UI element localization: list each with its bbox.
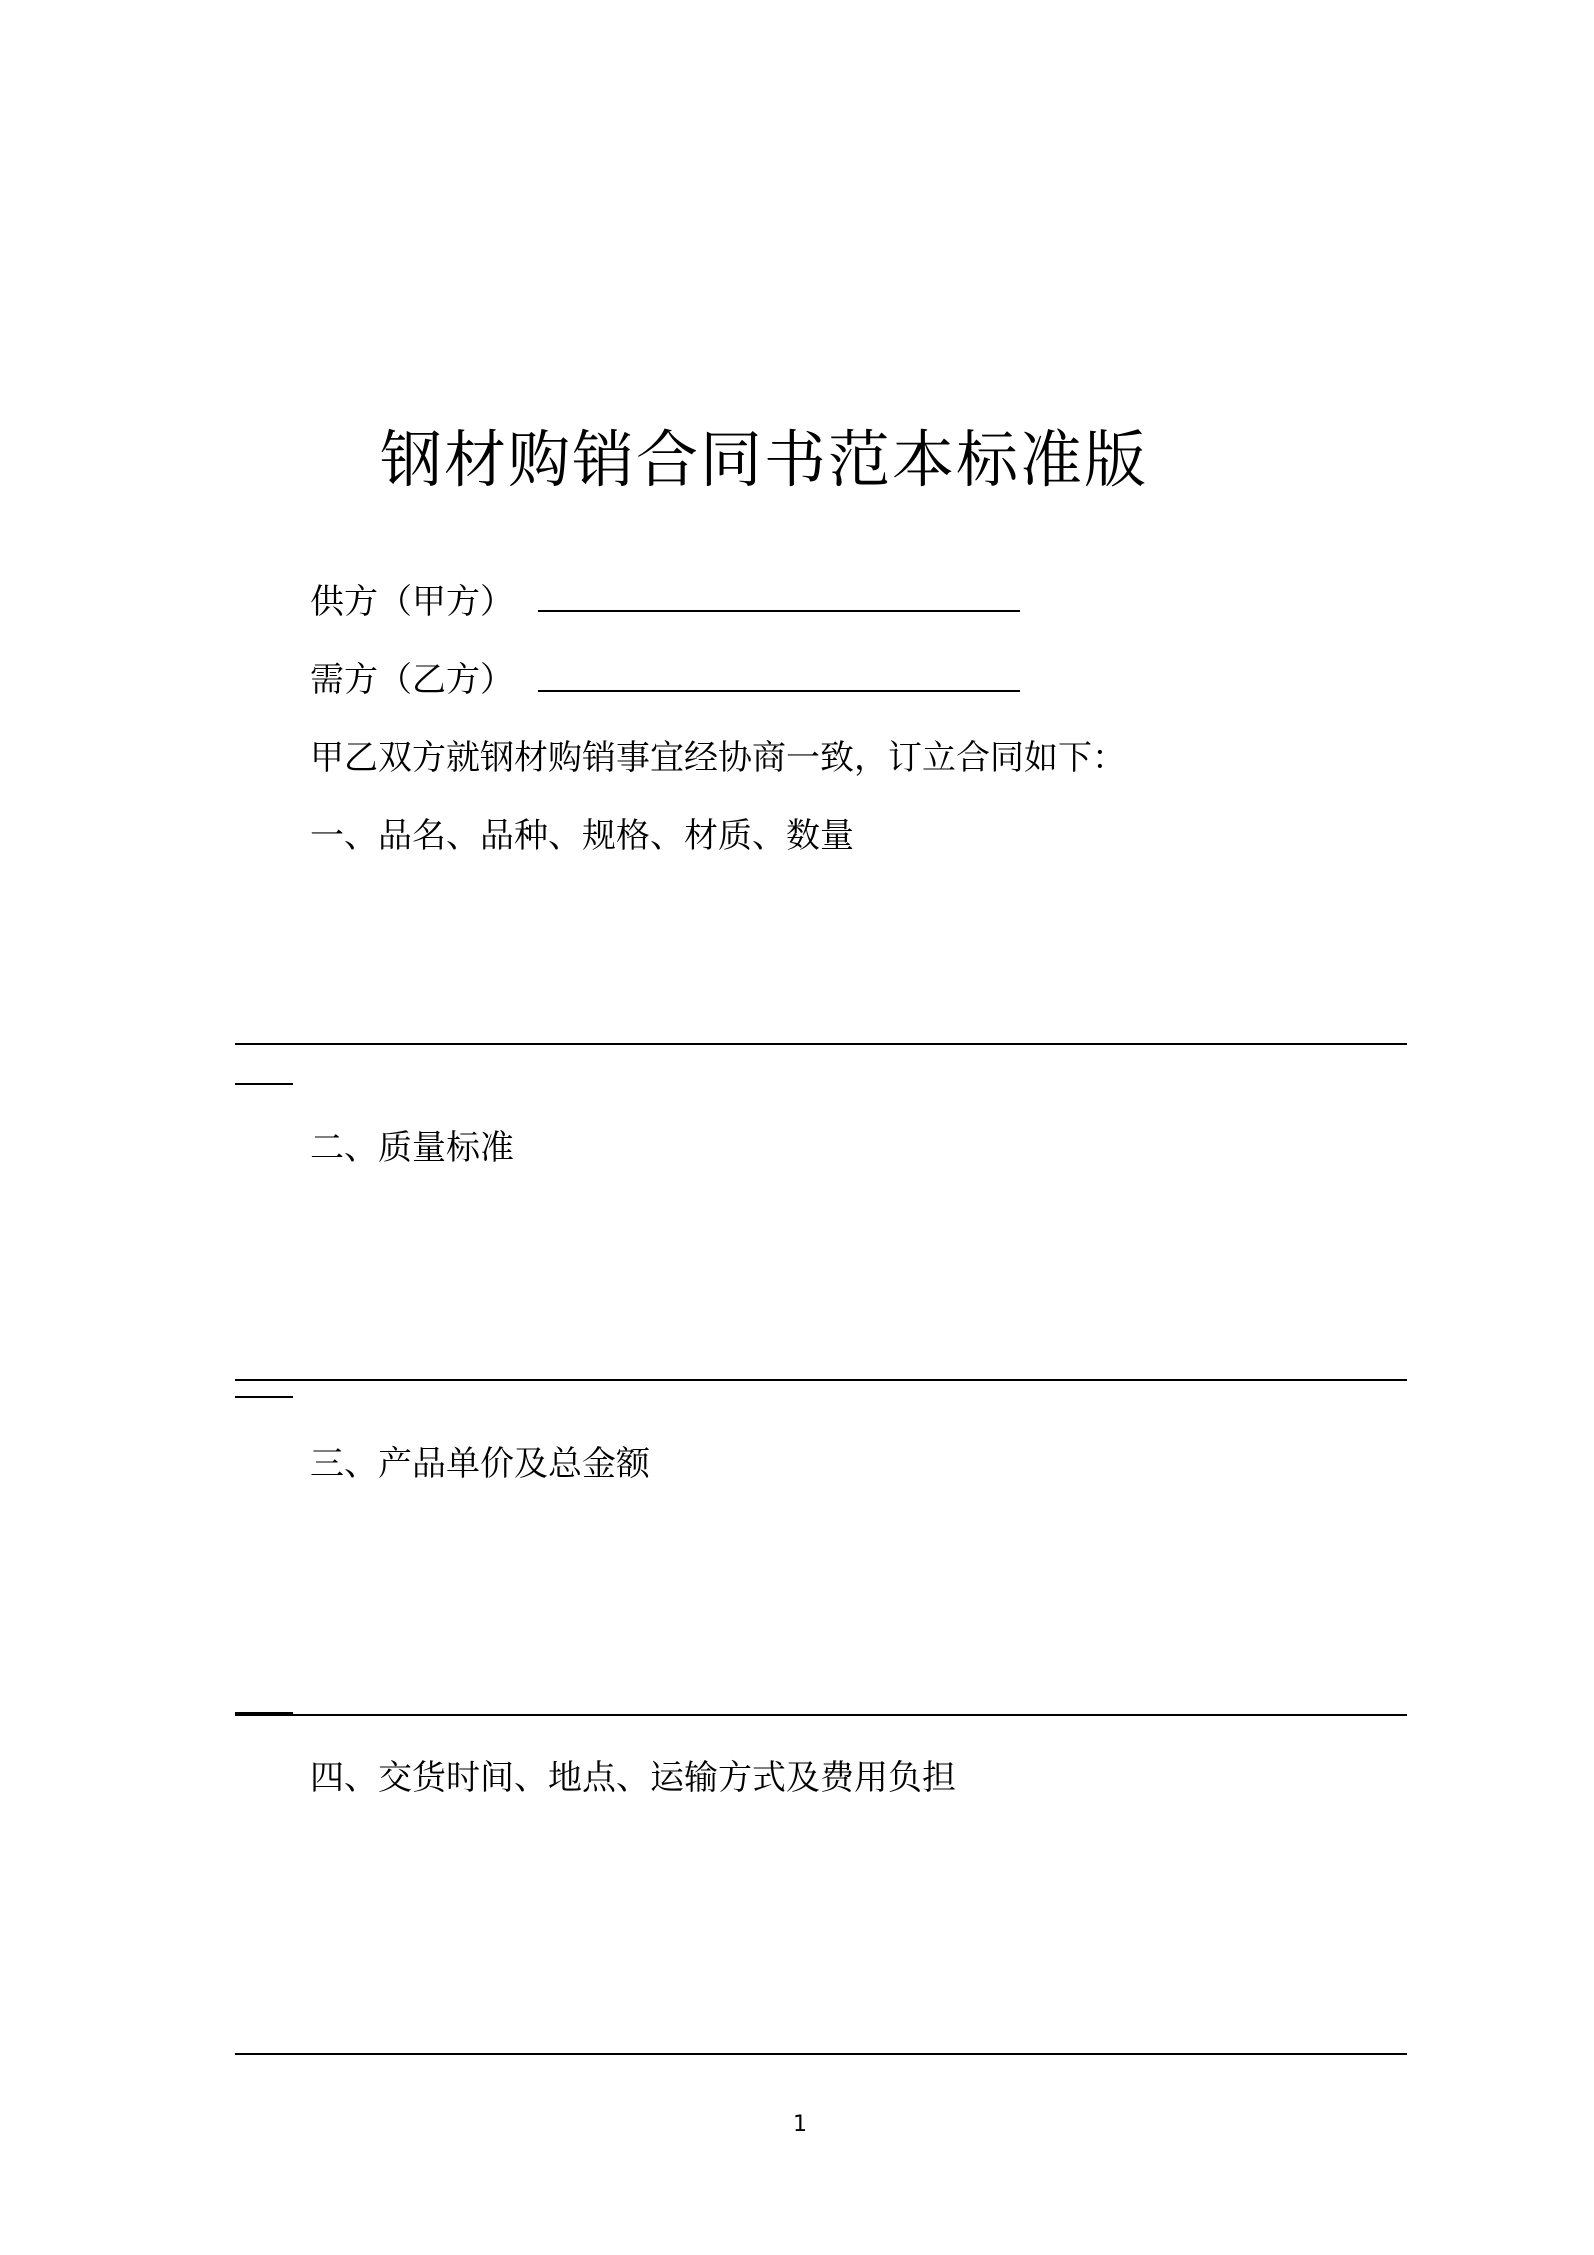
buyer-label: 需方（乙方） — [310, 660, 514, 700]
buyer-blank-line — [538, 690, 1020, 692]
section-1-rule — [235, 1043, 1407, 1045]
section-4-rule — [235, 2053, 1407, 2055]
section-1-stub — [235, 1083, 293, 1085]
document-title: 钢材购销合同书范本标准版 — [380, 423, 1149, 496]
section-2-rule — [235, 1379, 1407, 1381]
supplier-blank-line — [538, 610, 1020, 612]
section-3-rule — [235, 1714, 1407, 1716]
section-heading-1: 一、品名、品种、规格、材质、数量 — [310, 816, 854, 856]
section-heading-3: 三、产品单价及总金额 — [310, 1444, 650, 1484]
supplier-label: 供方（甲方） — [310, 582, 514, 622]
section-2-stub — [235, 1396, 293, 1398]
page-number: 1 — [793, 2112, 807, 2137]
intro-text: 甲乙双方就钢材购销事宜经协商一致，订立合同如下： — [310, 738, 1126, 778]
section-heading-4: 四、交货时间、地点、运输方式及费用负担 — [310, 1758, 956, 1798]
section-heading-2: 二、质量标准 — [310, 1128, 514, 1168]
